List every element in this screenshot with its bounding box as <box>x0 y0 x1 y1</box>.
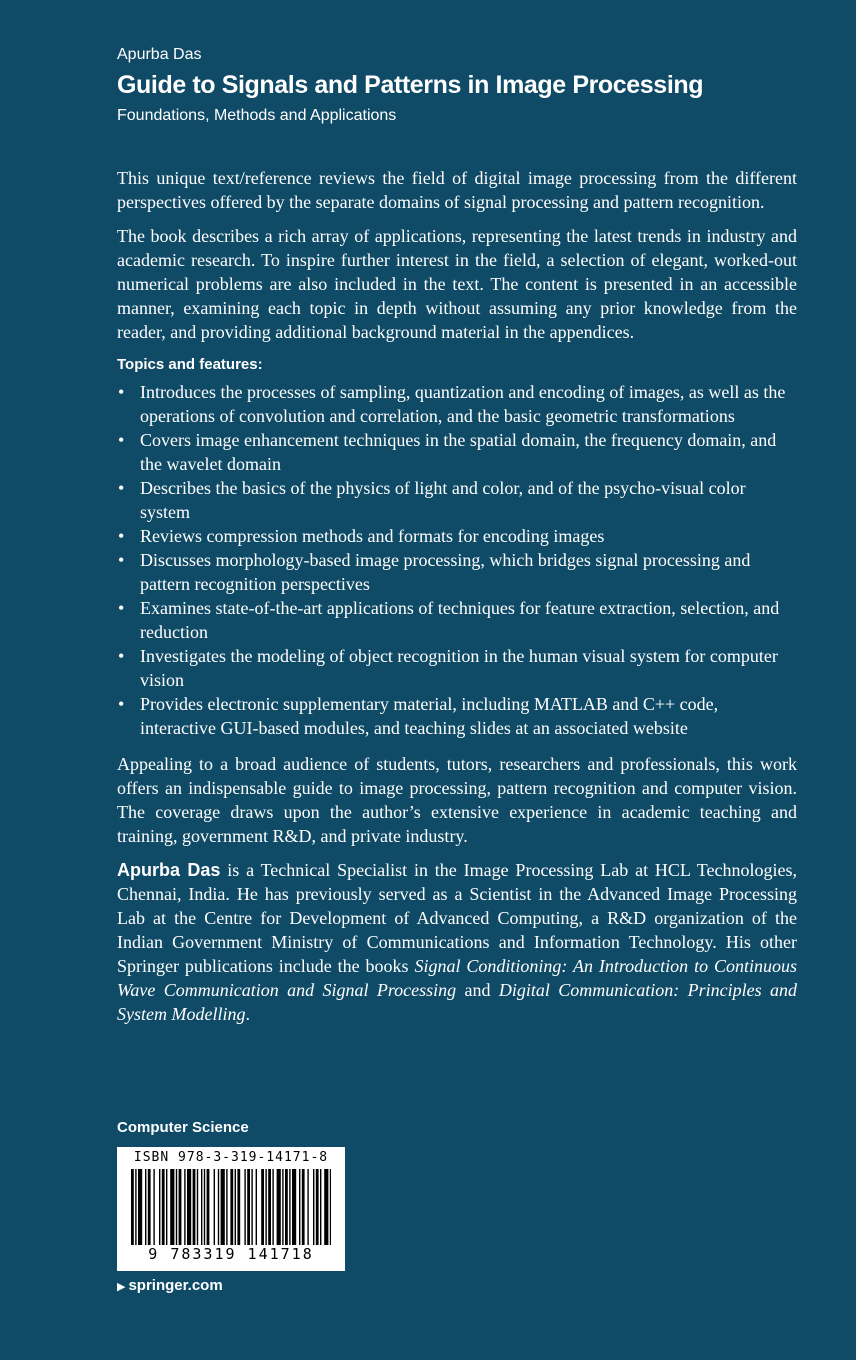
website-label: springer.com <box>128 1277 223 1294</box>
barcode-bar <box>138 1169 142 1245</box>
barcode-bar <box>204 1169 205 1245</box>
barcode-bar <box>324 1169 328 1245</box>
intro-paragraph-2: The book describes a rich array of applications, representing the latest trends in industry and academic research. To inspire further interest in the field, a selection of elegant, worked-out numerical problems are also included in the text. The content is presented in an accessible manner, examining each topic in depth without assuming any prior knowledge from the reader, and providing additional background material in the appendices. <box>117 226 797 342</box>
barcode-bar <box>153 1169 154 1245</box>
barcode-bar <box>268 1169 271 1245</box>
barcode-bar <box>235 1169 236 1245</box>
arrow-right-icon: ▶ <box>117 1281 126 1293</box>
barcode-bar <box>265 1169 266 1245</box>
barcode-bar <box>261 1169 264 1245</box>
barcode-bar <box>135 1169 136 1245</box>
barcode-bar <box>247 1169 250 1245</box>
author-bio <box>117 858 797 1026</box>
feature-item: • Covers image enhancement techniques in the spatial domain, the frequency domain, and the wavelet domain <box>117 428 797 476</box>
bio-text: is a Technical Specialist in the Image Processing Lab at HCL Technologies, Chennai, India. He has previously served as a Scientist in the Advanced Image Processing Lab at the Centre for Development of Advanced Computing, a R&D organization of the Indian Government Ministry of Communications and Information Technology. His other Springer publications include the books <box>117 860 797 976</box>
book-title: Guide to Signals and Patterns in Image Processing <box>117 71 704 99</box>
feature-item: • Introduces the processes of sampling, quantization and encoding of images, as well as the operations of convolution and correlation, and the basic geometric transformations <box>117 380 797 428</box>
barcode-bar <box>313 1169 314 1245</box>
feature-item: • Examines state-of-the-art applications of techniques for feature extraction, selection, and reduction <box>117 596 797 644</box>
barcode-bar <box>179 1169 182 1245</box>
bio-author-name: Apurba Das <box>117 860 221 880</box>
barcode-bar <box>166 1169 167 1245</box>
feature-item: • Describes the basics of the physics of light and color, and of the psycho-visual color system <box>117 476 797 524</box>
description-body <box>117 166 797 1036</box>
barcode-bar <box>170 1169 174 1245</box>
barcode-bar <box>207 1169 210 1245</box>
barcode-bar <box>218 1169 219 1245</box>
barcode-bar <box>320 1169 321 1245</box>
barcode-bar <box>221 1169 225 1245</box>
barcode-bar <box>289 1169 290 1245</box>
barcode-bar <box>230 1169 233 1245</box>
barcode-bar <box>256 1169 257 1245</box>
feature-item: • Investigates the modeling of object recognition in the human visual system for computer vision <box>117 644 797 692</box>
barcode-bar <box>187 1169 191 1245</box>
barcode-bar <box>237 1169 240 1245</box>
barcode-bar <box>302 1169 305 1245</box>
author-name: Apurba Das <box>117 46 202 63</box>
barcode-bar <box>330 1169 331 1245</box>
barcode-bar <box>244 1169 245 1245</box>
bio-and: and <box>456 980 499 1000</box>
feature-item: • Provides electronic supplementary material, including MATLAB and C++ code, interactive GUI-based modules, and teaching slides at an associated website <box>117 692 797 740</box>
bio-end: . <box>245 1004 250 1024</box>
closing-paragraph: Appealing to a broad audience of students, tutors, researchers and professionals, this work offers an indispensable guide to image processing, pattern recognition and computer vision. The coverage draws upon the author’s extensive experience in academic teaching and training, government R&D, and private industry. <box>117 754 797 846</box>
barcode-bar <box>131 1169 134 1245</box>
barcode-bar <box>148 1169 151 1245</box>
barcode-bar <box>184 1169 185 1245</box>
topics-heading: Topics and features: <box>117 356 263 373</box>
barcode-digits: 9 783319 141718 <box>148 1245 314 1263</box>
barcode-bars <box>131 1169 331 1245</box>
barcode-bar <box>292 1169 296 1245</box>
barcode-bar <box>162 1169 165 1245</box>
barcode-bar <box>299 1169 300 1245</box>
barcode-bar <box>277 1169 281 1245</box>
barcode-bar <box>307 1169 308 1245</box>
barcode-bar <box>272 1169 273 1245</box>
publisher-website[interactable] <box>117 1277 223 1294</box>
barcode-bar <box>282 1169 283 1245</box>
barcode-bar <box>226 1169 227 1245</box>
barcode-bar <box>201 1169 202 1245</box>
isbn-label: ISBN 978-3-319-14171-8 <box>133 1150 329 1165</box>
feature-item: • Discusses morphology-based image processing, which bridges signal processing and pattern recognition perspectives <box>117 548 797 596</box>
features-list <box>117 380 797 740</box>
barcode-bar <box>214 1169 215 1245</box>
barcode-bar <box>197 1169 198 1245</box>
subject-category: Computer Science <box>117 1119 249 1136</box>
book-subtitle: Foundations, Methods and Applications <box>117 107 397 124</box>
bio-book-1: Signal Conditioning: An Introduction to Continuous Wave Communication and Signal Processing <box>117 956 797 1000</box>
barcode-bar <box>251 1169 252 1245</box>
barcode-bar <box>193 1169 196 1245</box>
barcode-bar <box>145 1169 146 1245</box>
barcode-bar <box>159 1169 160 1245</box>
barcode-bar <box>176 1169 177 1245</box>
intro-paragraph-1: This unique text/reference reviews the field of digital image processing from the different perspectives offered by the separate domains of signal processing and pattern recognition. <box>117 168 797 212</box>
barcode-bar <box>285 1169 288 1245</box>
bio-book-2: Digital Communication: Principles and System Modelling <box>117 980 797 1024</box>
barcode-bar <box>316 1169 319 1245</box>
feature-item: • Reviews compression methods and formats for encoding images <box>117 524 797 548</box>
isbn-barcode <box>117 1147 345 1271</box>
